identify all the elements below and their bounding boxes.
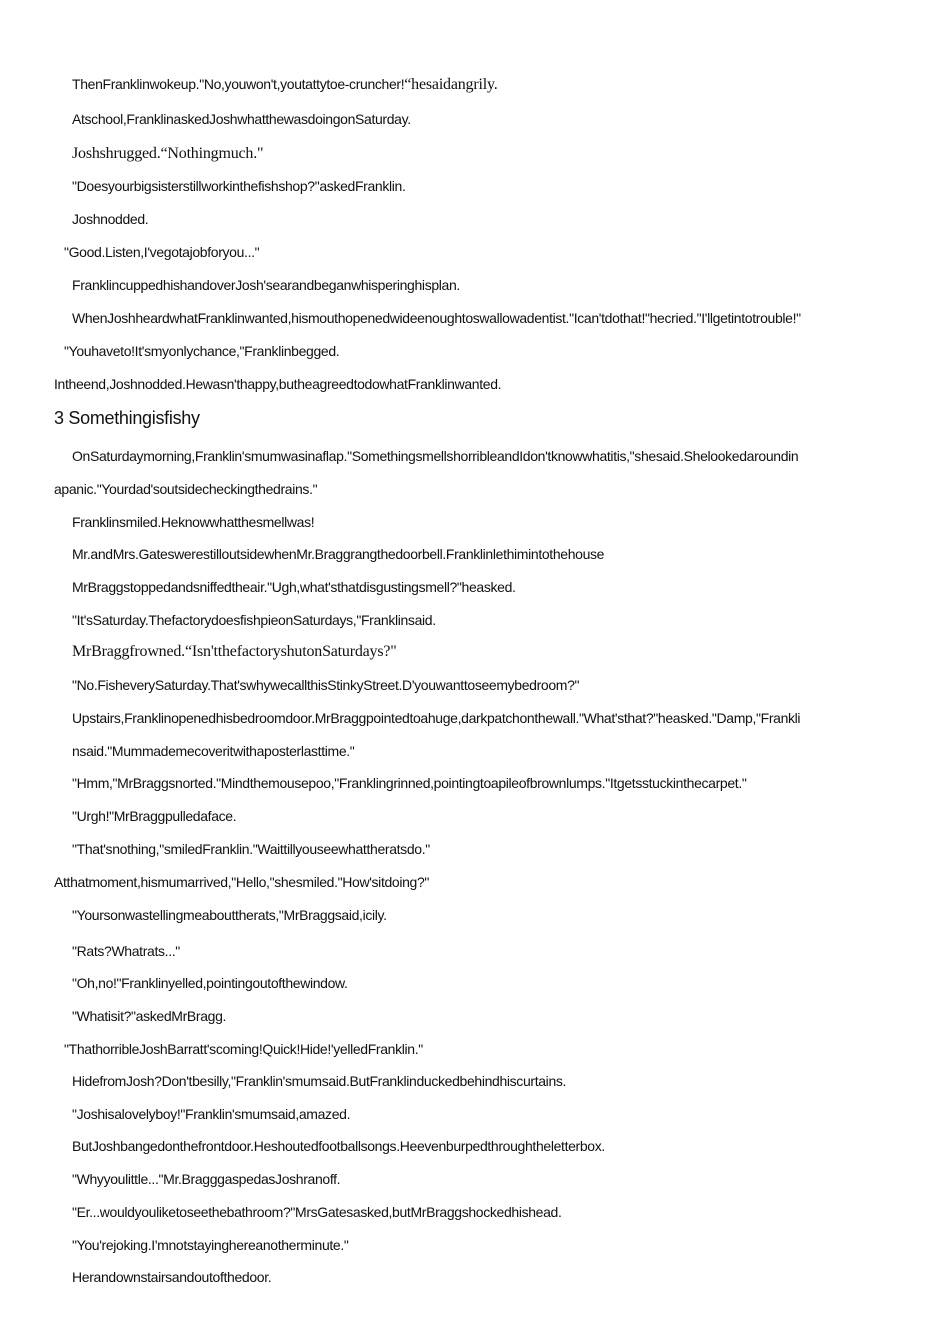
paragraph-line [72, 75, 498, 94]
paragraph-line: Joshnodded. [72, 211, 149, 227]
paragraph-line: Atthatmoment,hismumarrived,"Hello,"shesmiled."How'sitdoing?" [54, 874, 430, 890]
paragraph-line: WhenJoshheardwhatFranklinwanted,hismouthopenedwideenoughtoswallowadentist."Ican'tdothat!"hecried."I'llgetintotrouble!" [72, 310, 801, 326]
paragraph-line: Joshshrugged.“Nothingmuch." [72, 145, 264, 162]
paragraph-line: "Hmm,"MrBraggsnorted."Mindthemousepoo,"Franklingrinned,pointingtoapileofbrownlumps."Itgetsstuckinthecarpet." [72, 775, 747, 791]
paragraph-line: "You'rejoking.I'mnotstayinghereanotherminute." [72, 1237, 349, 1253]
paragraph-line: ButJoshbangedonthefrontdoor.Heshoutedfootballsongs.Heevenburpedthroughtheletterbox. [72, 1138, 605, 1154]
paragraph-line: HidefromJosh?Don'tbesilly,"Franklin'smumsaid.ButFranklinduckedbehindhiscurtains. [72, 1073, 567, 1089]
paragraph-line: "No.FisheverySaturday.That'swhywecallthisStinkyStreet.D'youwanttoseemybedroom?" [72, 677, 580, 693]
paragraph-line: "Er...wouldyouliketoseethebathroom?"MrsGatesasked,butMrBraggshockedhishead. [72, 1204, 562, 1220]
section-heading: 3 Somethingisfishy [54, 408, 200, 428]
paragraph-line: "Youhaveto!It'smyonlychance,"Franklinbegged. [64, 343, 340, 359]
paragraph-line: "That'snothing,"smiledFranklin."Waittillyouseewhattheratsdo." [72, 841, 430, 857]
paragraph-line: MrBraggstoppedandsniffedtheair."Ugh,what'sthatdisgustingsmell?"heasked. [72, 579, 516, 595]
paragraph-line: "Joshisalovelyboy!"Franklin'smumsaid,amazed. [72, 1106, 351, 1122]
paragraph-line: "Whyyoulittle..."Mr.BragggaspedasJoshranoff. [72, 1171, 341, 1187]
paragraph-line: Mr.andMrs.GateswerestilloutsidewhenMr.Braggrangthedoorbell.Franklinlethimintothehouse [72, 546, 605, 562]
paragraph-line: "Yoursonwastellingmeabouttherats,"MrBraggsaid,icily. [72, 907, 387, 923]
paragraph-line: "Good.Listen,I'vegotajobforyou..." [64, 244, 260, 260]
paragraph-line: MrBraggfrowned.“Isn'tthefactoryshutonSaturdays?" [72, 643, 397, 660]
paragraph-line: "Rats?Whatrats..." [72, 943, 180, 959]
paragraph-line: Upstairs,Franklinopenedhisbedroomdoor.MrBraggpointedtoahuge,darkpatchonthewall."What'sthat?"heasked."Damp,"Frankli [72, 710, 801, 726]
paragraph-line: "Doesyourbigsisterstillworkinthefishshop?"askedFranklin. [72, 178, 406, 194]
line-text: ThenFranklinwokeup."No,youwon't,youtattytoe-cruncher! [72, 76, 405, 92]
paragraph-line: Franklinsmiled.Heknowwhatthesmellwas! [72, 514, 315, 530]
paragraph-line: OnSaturdaymorning,Franklin'smumwasinaflap."SomethingsmellshorribleandIdon'tknowwhatitis,"shesaid.Shelookedaroundin [72, 448, 799, 464]
paragraph-line: Intheend,Joshnodded.Hewasn'thappy,butheagreedtodowhatFranklinwanted. [54, 376, 502, 392]
paragraph-line: "Oh,no!"Franklinyelled,pointingoutofthewindow. [72, 975, 348, 991]
paragraph-line: "Urgh!"MrBraggpulledaface. [72, 808, 237, 824]
paragraph-line: nsaid."Mummademecoveritwithaposterlasttime." [72, 743, 355, 759]
paragraph-line: Atschool,FranklinaskedJoshwhatthewasdoingonSaturday. [72, 111, 411, 127]
paragraph-line: "It'sSaturday.ThefactorydoesfishpieonSaturdays,"Franklinsaid. [72, 612, 436, 628]
paragraph-line: "ThathorribleJoshBarratt'scoming!Quick!Hide!'yelledFranklin." [64, 1041, 423, 1057]
paragraph-line: apanic."Yourdad'soutsidecheckingthedrains." [54, 481, 318, 497]
paragraph-line: Herandownstairsandoutofthedoor. [72, 1269, 272, 1285]
paragraph-line: "Whatisit?"askedMrBragg. [72, 1008, 227, 1024]
line-text-serif: “hesaidangrily. [404, 76, 498, 93]
paragraph-line: FranklincuppedhishandoverJosh'searandbeganwhisperinghisplan. [72, 277, 460, 293]
